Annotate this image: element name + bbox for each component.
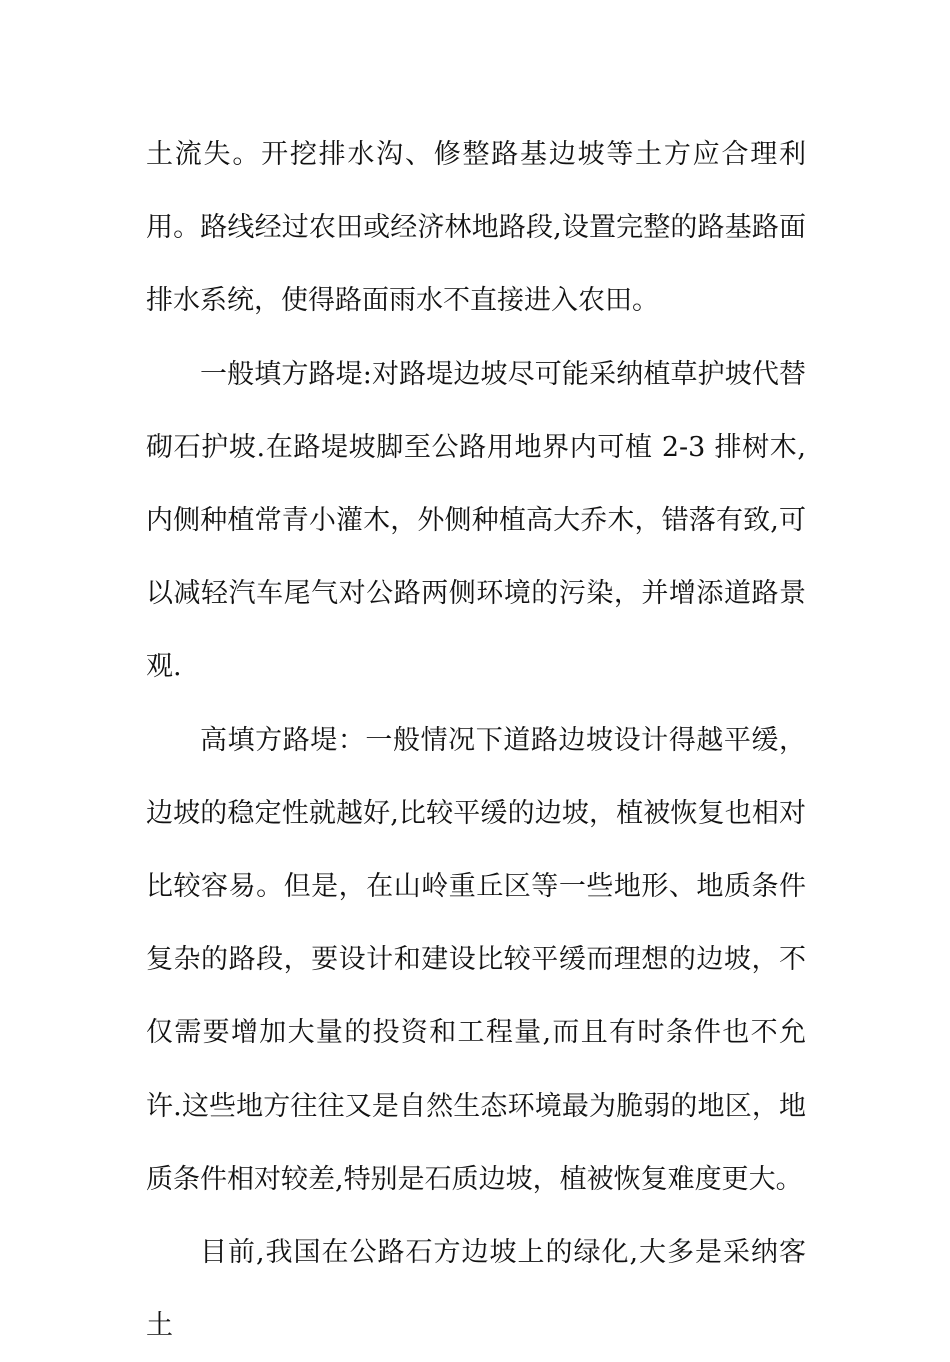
- paragraph-1: 土流失。开挖排水沟、修整路基边坡等土方应合理利用。路线经过农田或经济林地路段,设置完整的路基路面排水系统，使得路面雨水不直接进入农田。: [146, 139, 806, 317]
- body-text: [146, 118, 806, 1362]
- paragraph-3: 高填方路堤：一般情况下道路边坡设计得越平缓，边坡的稳定性就越好,比较平缓的边坡，植被恢复也相对比较容易。但是，在山岭重丘区等一些地形、地质条件复杂的路段，要设计和建设比较平缓而理想的边坡，不仅需要增加大量的投资和工程量,而且有时条件也不允许.这些地方往往又是自然生态环境最为脆弱的地区，地质条件相对较差,特别是石质边坡，植被恢复难度更大。: [146, 724, 806, 1195]
- paragraph-4: 目前,我国在公路石方边坡上的绿化,大多是采纳客土: [146, 1237, 806, 1342]
- paragraph-2: 一般填方路堤:对路堤边坡尽可能采纳植草护坡代替砌石护坡.在路堤坡脚至公路用地界内可植 2-3 排树木,内侧种植常青小灌木，外侧种植高大乔木，错落有致,可以减轻汽车尾气对公路两侧环境的污染，并增添道路景观.: [146, 358, 806, 683]
